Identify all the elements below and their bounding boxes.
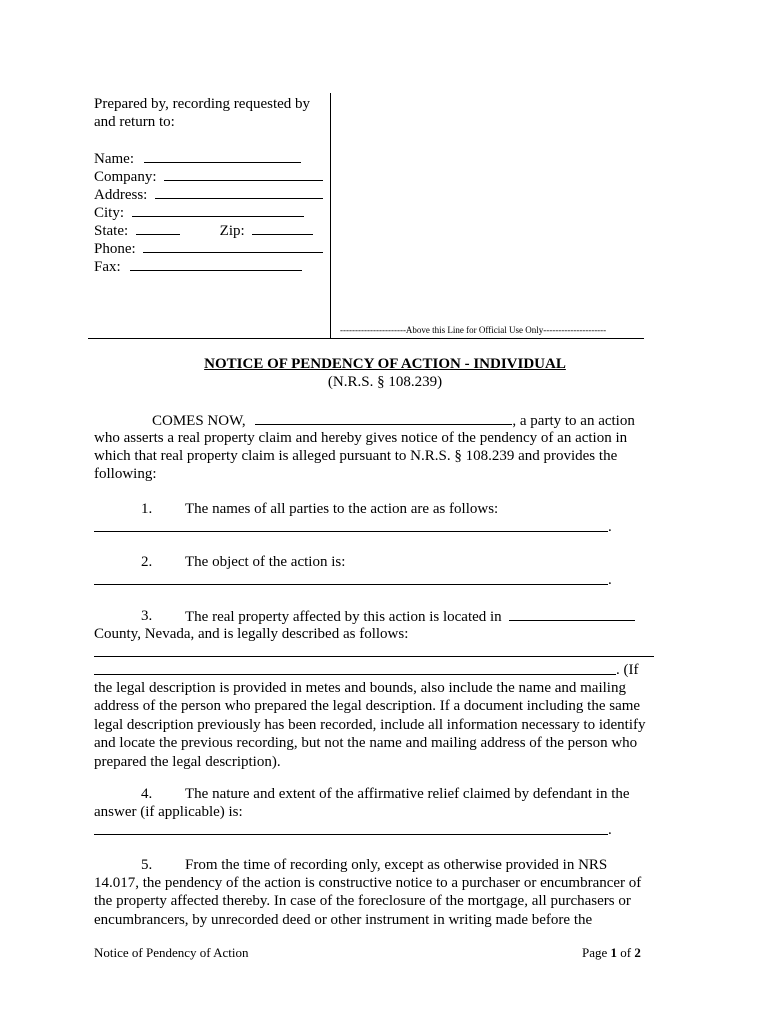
item-2-period: .: [608, 572, 612, 588]
address-row: [94, 185, 323, 204]
item-4-answer-line[interactable]: [94, 834, 608, 835]
page-total: 2: [634, 945, 641, 960]
party-name-field[interactable]: [255, 411, 512, 425]
legal-description-line-1[interactable]: [94, 656, 654, 657]
item-3-instructions: [94, 679, 654, 771]
page-prefix: Page: [582, 945, 608, 960]
item-4-text: The nature and extent of the affirmative relief claimed by defendant in the: [185, 786, 630, 802]
state-label: State:: [94, 223, 129, 239]
item-2-number: 2.: [141, 554, 153, 570]
state-zip-row: [94, 221, 313, 240]
return-to-label: and return to:: [94, 114, 175, 130]
item-3-line-2: County, Nevada, and is legally described as follows:: [94, 626, 409, 642]
city-field[interactable]: [132, 203, 304, 217]
item-3-instr-line-4: and locate the previous recording, but not the name and mailing address of the person who: [94, 735, 638, 752]
item-3-instr-line-2: address of the person who prepared the legal description. If a document including the same: [94, 698, 641, 715]
address-label: Address:: [94, 187, 148, 203]
item-5-body: [94, 874, 654, 929]
item-1-number: 1.: [141, 501, 153, 517]
legal-description-line-2[interactable]: [94, 674, 616, 675]
fax-field[interactable]: [130, 257, 302, 271]
header-divider-vertical: [330, 93, 331, 338]
item-1-answer-line[interactable]: [94, 531, 608, 532]
item-3-instr-line-3: legal description previously has been recorded, include all information necessary to identify: [94, 716, 646, 733]
official-use-rule: [88, 338, 644, 339]
city-label: City:: [94, 205, 125, 221]
item-3-text-line: [185, 607, 635, 626]
intro-line-3: which that real property claim is alleged pursuant to N.R.S. § 108.239 and provides the: [94, 448, 618, 464]
item-3-instr-line-1: the legal description is provided in metes and bounds, also include the name and mailing: [94, 680, 626, 696]
item-4-number: 4.: [141, 786, 153, 802]
item-5-line-3: encumbrancers, by unrecorded deed or other instrument in writing made before the: [94, 911, 593, 928]
company-field[interactable]: [164, 167, 323, 181]
zip-field[interactable]: [252, 221, 313, 235]
item-5-line-2: the property affected thereby. In case of the foreclosure of the mortgage, all purchasers or: [94, 893, 631, 910]
item-1-text: The names of all parties to the action are as follows:: [185, 501, 499, 517]
intro-line-2: who asserts a real property claim and hereby gives notice of the pendency of an action in: [94, 430, 628, 446]
document-title: [0, 356, 770, 373]
city-row: [94, 203, 304, 222]
item-4-period: .: [608, 822, 612, 838]
fax-row: [94, 257, 302, 276]
item-3-if: . (If: [616, 662, 639, 678]
address-field[interactable]: [155, 185, 323, 199]
name-label: Name:: [94, 151, 134, 167]
comes-now-line: [152, 411, 635, 430]
prepared-by-label: Prepared by, recording requested by: [94, 96, 311, 112]
intro-line-4: following:: [94, 466, 157, 482]
comes-now-label: COMES NOW,: [152, 413, 246, 429]
party-label: , a party to an action: [512, 413, 635, 429]
item-5-line-1: 14.017, the pendency of the action is constructive notice to a purchaser or encumbrancer of: [94, 875, 642, 891]
footer-document-name: Notice of Pendency of Action: [94, 945, 249, 960]
page-current: 1: [610, 945, 618, 960]
item-5-text: From the time of recording only, except as otherwise provided in NRS: [185, 857, 608, 873]
item-3-text: The real property affected by this action is located in: [185, 609, 502, 625]
page-of: of: [620, 945, 632, 960]
item-2-text: The object of the action is:: [185, 554, 346, 570]
phone-field[interactable]: [143, 239, 323, 253]
state-field[interactable]: [136, 221, 180, 235]
company-row: [94, 167, 323, 186]
footer-page-number: [582, 945, 641, 961]
statute-reference: (N.R.S. § 108.239): [327, 374, 443, 390]
phone-row: [94, 239, 323, 258]
county-field[interactable]: [509, 607, 635, 621]
title-text: NOTICE OF PENDENCY OF ACTION - INDIVIDUAL: [204, 356, 566, 372]
fax-label: Fax:: [94, 259, 121, 275]
name-row: [94, 149, 301, 168]
item-3-number: 3.: [141, 608, 153, 624]
item-2-answer-line[interactable]: [94, 584, 608, 585]
item-1-period: .: [608, 519, 612, 535]
official-use-line: ----------------------Above this Line for Official Use Only---------------------: [340, 325, 607, 335]
item-5-number: 5.: [141, 857, 153, 873]
item-3-instr-line-5: prepared the legal description).: [94, 753, 281, 770]
item-4-line-2: answer (if applicable) is:: [94, 804, 243, 820]
company-label: Company:: [94, 169, 157, 185]
name-field[interactable]: [144, 149, 301, 163]
phone-label: Phone:: [94, 241, 136, 257]
zip-label: Zip:: [219, 223, 245, 239]
